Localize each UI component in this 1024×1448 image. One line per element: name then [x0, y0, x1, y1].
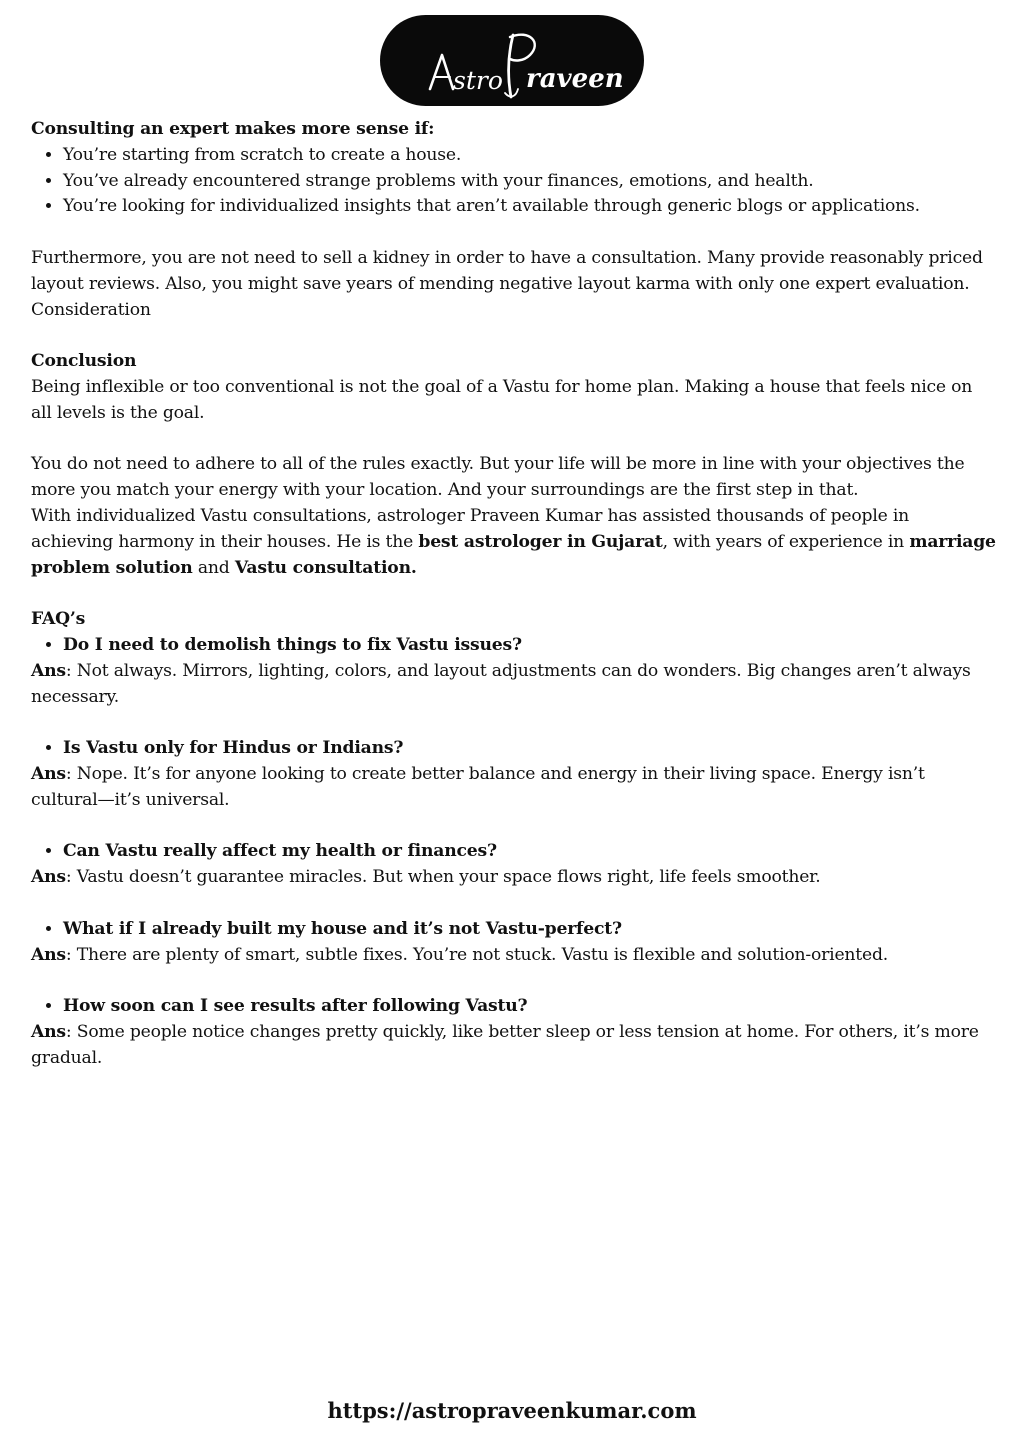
intro-bullet: • You’ve already encountered strange problems with your finances, emotions, and health.: [63, 169, 996, 195]
faq-question-list: [31, 633, 996, 659]
logo-wordmark: [380, 15, 644, 106]
intro-bullet: • You’re looking for individualized insights that aren’t available through generic blogs or applications.: [63, 194, 996, 220]
paragraph-text: With individualized Vastu consultations, astrologer Praveen Kumar has assisted thousands of people in achieving harmony in their houses. He is the: [31, 505, 910, 552]
vastu-consultation-link[interactable]: Vastu consultation.: [234, 557, 417, 578]
astro-praveen-logo: [380, 15, 644, 106]
faq-question-list: [31, 736, 996, 762]
svg-text:stro: stro: [453, 66, 503, 95]
svg-text:raveen: raveen: [526, 64, 624, 94]
faq-question-list: [31, 994, 996, 1020]
answer-text: : Not always. Mirrors, lighting, colors, and layout adjustments can do wonders. Big changes aren’t always necessary.: [31, 660, 971, 707]
faq-question-list: [31, 917, 996, 943]
best-astrologer-link[interactable]: best astrologer in Gujarat: [418, 531, 663, 552]
document-body: [31, 117, 996, 1071]
answer-text: : Vastu doesn’t guarantee miracles. But when your space flows right, life feels smoother.: [65, 867, 821, 888]
answer-text: : There are plenty of smart, subtle fixes. You’re not stuck. Vastu is flexible and solution-oriented.: [65, 944, 889, 965]
marriage-problem-link[interactable]: marriage problem solution: [31, 531, 996, 578]
paragraph-text: and: [192, 557, 235, 578]
conclusion-paragraph-3: [31, 504, 996, 581]
footer-url-link[interactable]: https://astropraveenkumar.com: [327, 1398, 697, 1423]
faq-question: • Is Vastu only for Hindus or Indians?: [63, 736, 996, 762]
faq-answer: [31, 762, 996, 814]
ans-label: Ans: [31, 944, 66, 965]
answer-text: : Nope. It’s for anyone looking to create better balance and energy in their living space. Energy isn’t cultural—it’s universal.: [31, 763, 925, 810]
faq-answer: [31, 943, 996, 969]
faq-answer: [31, 865, 996, 891]
faq-question-list: [31, 839, 996, 865]
intro-heading: Consulting an expert makes more sense if:: [31, 119, 435, 139]
ans-label: Ans: [31, 1021, 66, 1042]
conclusion-heading: Conclusion: [31, 351, 137, 372]
answer-text: : Some people notice changes pretty quickly, like better sleep or less tension at home. For others, it’s more gradual.: [31, 1021, 979, 1068]
ans-label: Ans: [31, 867, 66, 888]
faq-question: • Can Vastu really affect my health or finances?: [63, 839, 996, 865]
intro-paragraph: Furthermore, you are not need to sell a kidney in order to have a consultation. Many provide reasonably priced layout reviews. Also, you might save years of mending negative layout karma with only one expert evaluation. Consideration: [31, 247, 983, 320]
faq-question: • How soon can I see results after following Vastu?: [63, 994, 996, 1020]
faq-answer: [31, 659, 996, 711]
ans-label: Ans: [31, 660, 66, 681]
intro-bullet: • You’re starting from scratch to create a house.: [63, 143, 996, 169]
intro-bullet-list: [31, 143, 996, 220]
ans-label: Ans: [31, 763, 66, 784]
faq-question: • Do I need to demolish things to fix Vastu issues?: [63, 633, 996, 659]
faq-answer: [31, 1020, 996, 1072]
faq-heading: FAQ’s: [31, 609, 86, 630]
conclusion-paragraph-2: You do not need to adhere to all of the rules exactly. But your life will be more in line with your objectives the more you match your energy with your location. And your surroundings are the first step in that.: [31, 454, 965, 501]
faq-question: • What if I already built my house and it’s not Vastu-perfect?: [63, 917, 996, 943]
paragraph-text: , with years of experience in: [662, 531, 910, 552]
conclusion-paragraph-1: Being inflexible or too conventional is not the goal of a Vastu for home plan. Making a house that feels nice on all levels is the goal.: [31, 376, 973, 423]
